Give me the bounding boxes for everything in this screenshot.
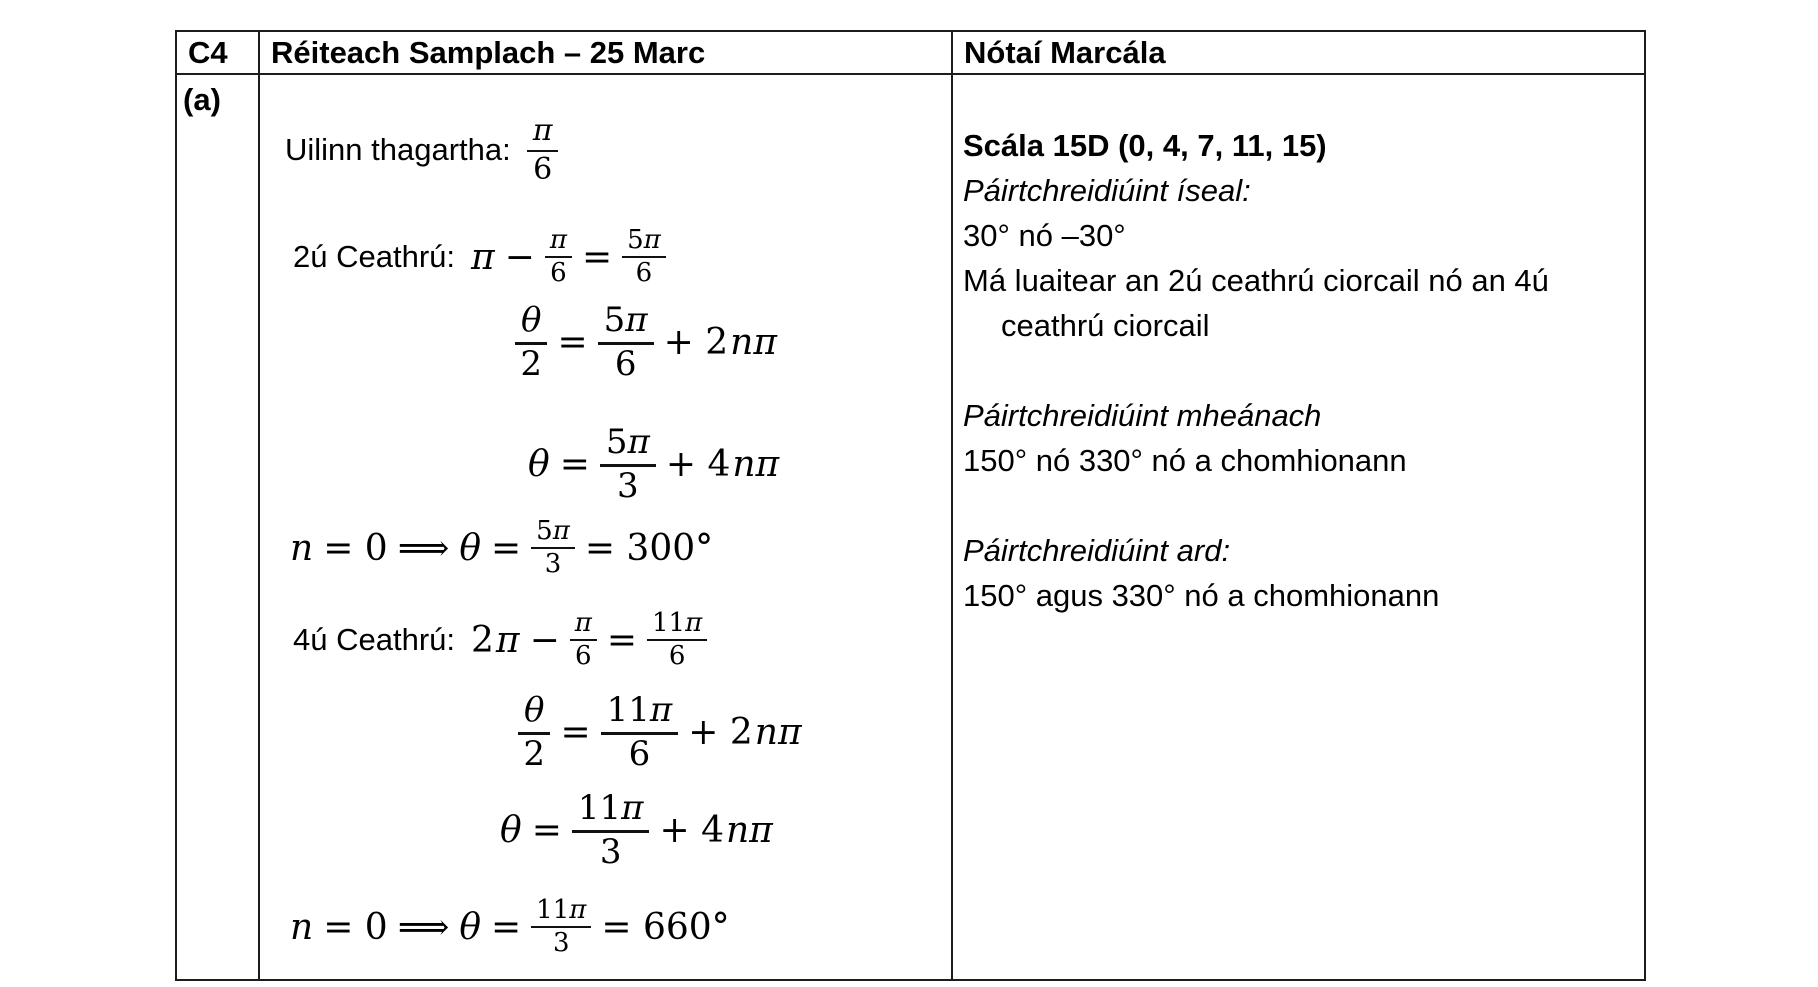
math-op: + 4 xyxy=(659,810,724,852)
header-question-code: C4 xyxy=(177,32,260,75)
equation-line-3 xyxy=(515,300,778,384)
math-op: = xyxy=(557,322,588,364)
math-num: 5 xyxy=(627,225,644,255)
fraction-denominator xyxy=(553,928,570,957)
fraction-numerator xyxy=(531,897,591,928)
math-var: π xyxy=(574,608,592,638)
math-var: π xyxy=(649,690,673,730)
fraction-numerator xyxy=(518,690,550,735)
fraction-numerator xyxy=(647,610,707,641)
fraction-numerator xyxy=(572,788,650,833)
scale-heading: Scála 15D (0, 4, 7, 11, 15) xyxy=(963,128,1327,163)
fraction-denominator xyxy=(600,833,622,871)
high-credit-label: Páirtchreidiúint ard: xyxy=(963,533,1231,568)
equation-line-9 xyxy=(290,897,730,958)
fraction-denominator xyxy=(636,258,653,287)
fraction-denominator xyxy=(545,549,562,578)
fraction xyxy=(647,610,707,671)
math-var: π xyxy=(569,895,587,925)
notes-spacer xyxy=(963,483,1636,528)
math-num: 5 xyxy=(603,300,626,340)
high-credit-item: 150° agus 330° nó a chomhionann xyxy=(963,578,1440,613)
math-op: + 4 xyxy=(665,444,731,486)
math-num: 11 xyxy=(606,690,650,730)
low-credit-item-2: Má luaitear an 2ú ceathrú ciorcail nó an 4ú xyxy=(963,263,1549,298)
equation-line-2 xyxy=(293,227,666,288)
fraction xyxy=(572,788,650,872)
math-op: − xyxy=(504,236,535,278)
math-var: π xyxy=(552,516,570,546)
fraction-numerator xyxy=(527,115,559,152)
fraction xyxy=(531,897,591,958)
math-var: nπ xyxy=(726,810,773,852)
header-sample-solution: Réiteach Samplach – 25 Marc xyxy=(260,32,953,75)
fraction xyxy=(518,690,550,774)
math-var: π xyxy=(532,113,553,148)
math-num: 6 xyxy=(550,258,567,289)
math-var: π xyxy=(549,225,567,255)
math-op: + 2 xyxy=(688,712,753,754)
low-credit-label: Páirtchreidiúint íseal: xyxy=(963,173,1251,208)
fraction-denominator xyxy=(533,152,552,186)
fraction-numerator xyxy=(600,422,656,467)
math-var: θ xyxy=(459,527,481,569)
math-var: π xyxy=(643,225,661,255)
fraction xyxy=(601,690,679,774)
fraction-numerator xyxy=(622,227,666,258)
math-num: 3 xyxy=(617,465,639,506)
equation-label: 2ú Ceathrú: xyxy=(293,239,455,275)
math-result: = 300° xyxy=(584,527,714,569)
math-var: π xyxy=(685,608,703,638)
notes-spacer xyxy=(963,348,1636,393)
math-num: 3 xyxy=(552,928,570,959)
fraction xyxy=(570,610,597,671)
low-credit-item-2-cont: ceathrú ciorcail xyxy=(1001,308,1210,343)
fraction-denominator xyxy=(550,258,567,287)
math-num: 11 xyxy=(536,895,570,925)
fraction xyxy=(515,300,547,384)
math-var: θ xyxy=(524,690,545,730)
equation-line-1 xyxy=(285,115,558,185)
fraction-numerator xyxy=(531,518,575,549)
equation-label: Uilinn thagartha: xyxy=(285,132,511,167)
fraction xyxy=(598,300,654,384)
equation-line-4 xyxy=(528,422,780,506)
math-var: nπ xyxy=(730,322,778,364)
fraction-numerator xyxy=(545,227,572,258)
fraction-denominator xyxy=(629,735,651,773)
fraction-denominator xyxy=(575,641,592,670)
math-num: 11 xyxy=(577,788,622,828)
math-num: 6 xyxy=(635,258,653,289)
math-result: = 660° xyxy=(601,906,730,948)
row-label-part-a: (a) xyxy=(177,75,260,979)
math-op: = 0 xyxy=(323,527,388,569)
math-num: 2 xyxy=(523,733,546,774)
fraction-numerator xyxy=(570,610,597,641)
equation-line-5 xyxy=(290,518,713,579)
equation-line-8 xyxy=(500,788,773,872)
mid-credit-item: 150° nó 330° nó a chomhionann xyxy=(963,443,1407,478)
math-num: 6 xyxy=(614,343,637,384)
low-credit-item-1: 30° nó –30° xyxy=(963,218,1126,253)
implies-arrow: ⟹ xyxy=(397,906,450,948)
math-num: 3 xyxy=(544,549,562,580)
implies-arrow: ⟹ xyxy=(397,527,450,569)
math-var: θ xyxy=(528,444,550,486)
marking-notes-cell xyxy=(953,75,1644,979)
math-op: = xyxy=(491,906,522,948)
fraction-numerator xyxy=(598,300,654,345)
math-var: θ xyxy=(521,300,542,340)
math-var: π xyxy=(495,619,520,661)
math-op: = xyxy=(559,444,590,486)
math-op: + 2 xyxy=(663,322,729,364)
equation-label: 4ú Ceathrú: xyxy=(293,622,455,658)
math-num: 11 xyxy=(652,608,686,638)
fraction-numerator xyxy=(601,690,679,735)
fraction-numerator xyxy=(515,300,547,345)
math-var: θ xyxy=(500,810,522,852)
header-marking-notes: Nótaí Marcála xyxy=(953,32,1644,75)
fraction xyxy=(545,227,572,288)
math-op: = 0 xyxy=(323,906,388,948)
math-num: 2 xyxy=(471,619,494,661)
fraction-denominator xyxy=(615,345,637,383)
math-var: π xyxy=(471,236,495,278)
math-num: 2 xyxy=(520,343,543,384)
math-var: π xyxy=(625,300,648,340)
math-var: nπ xyxy=(732,444,780,486)
marking-scheme-table xyxy=(175,30,1646,981)
fraction xyxy=(527,115,559,185)
fraction xyxy=(531,518,575,579)
math-op: − xyxy=(529,619,560,661)
equation-line-6 xyxy=(293,610,707,671)
math-var: n xyxy=(290,527,314,569)
math-op: = xyxy=(531,810,562,852)
math-num: 6 xyxy=(668,641,686,672)
fraction-denominator xyxy=(669,641,686,670)
math-num: 3 xyxy=(599,831,622,872)
fraction xyxy=(622,227,666,288)
math-op: = xyxy=(491,527,522,569)
math-num: 6 xyxy=(575,641,592,672)
fraction xyxy=(600,422,656,506)
math-num: 6 xyxy=(533,151,553,187)
math-var: nπ xyxy=(754,712,802,754)
math-var: π xyxy=(627,422,650,462)
math-op: = xyxy=(606,619,638,661)
fraction-denominator xyxy=(520,345,542,383)
mid-credit-label: Páirtchreidiúint mheánach xyxy=(963,398,1322,433)
math-num: 5 xyxy=(605,422,628,462)
solution-cell xyxy=(260,75,953,979)
fraction-denominator xyxy=(617,467,639,505)
math-var: n xyxy=(290,906,314,948)
math-op: = xyxy=(560,712,591,754)
math-num: 6 xyxy=(628,733,651,774)
math-op: = xyxy=(581,236,613,278)
equation-line-7 xyxy=(518,690,802,774)
math-var: π xyxy=(621,788,644,828)
fraction-denominator xyxy=(523,735,545,773)
math-num: 5 xyxy=(536,516,553,546)
math-var: θ xyxy=(459,906,481,948)
